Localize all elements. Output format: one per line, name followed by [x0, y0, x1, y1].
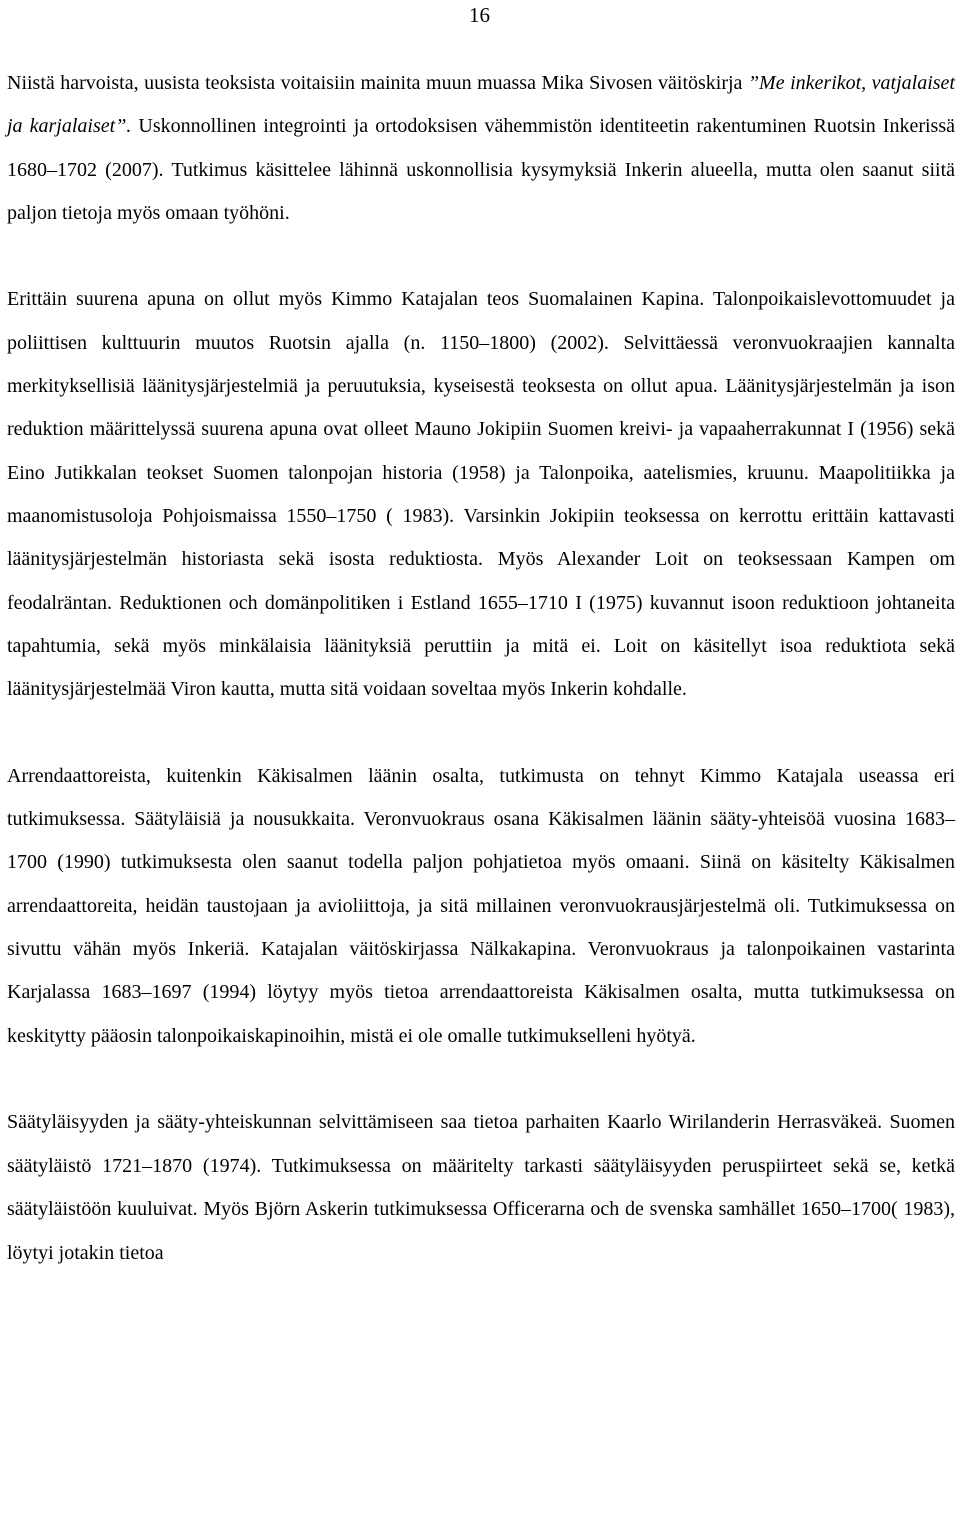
paragraph-1-italic-title: ”Me inkerikot, vatjalaiset ja karjalaiset”. — [7, 72, 955, 138]
paragraph-1 — [7, 62, 955, 235]
document-body — [7, 62, 955, 1275]
page-number: 16 — [469, 3, 490, 27]
paragraph-3: Arrendaattoreista, kuitenkin Käkisalmen läänin osalta, tutkimusta on tehnyt Kimmo Katajala useassa eri tutkimuksessa. Säätyläisiä ja nousukkaita. Veronvuokraus osana Käkisalmen läänin sääty-yhteisöä vuosina 1683–1700 (1990) tutkimuksesta olen saanut todella paljon pohjatietoa myös omaani. Siinä on käsitelty Käkisalmen arrendaattoreita, heidän taustojaan ja avioliittoja, ja sitä millainen veronvuokrausjärjestelmä oli. Tutkimuksessa on sivuttu vähän myös Inkeriä. Katajalan väitöskirjassa Nälkakapina. Veronvuokraus ja talonpoikainen vastarinta Karjalassa 1683–1697 (1994) löytyy myös tietoa arrendaattoreista Käkisalmen osalta, mutta tutkimuksessa on keskitytty pääosin talonpoikaiskapinoihin, mistä ei ole omalle tutkimukselleni hyötyä. — [7, 764, 955, 1047]
paragraph-1-text-a: Niistä harvoista, uusista teoksista voitaisiin mainita muun muassa Mika Sivosen väitöskirja — [7, 72, 748, 94]
paragraph-2: Erittäin suurena apuna on ollut myös Kimmo Katajalan teos Suomalainen Kapina. Talonpoikaislevottomuudet ja poliittisen kulttuurin muutos Ruotsin ajalla (n. 1150–1800) (2002). Selvittäessä veronvuokraajien kannalta merkityksellisiä läänitysjärjestelmiä ja peruutuksia, kyseisestä teoksesta on ollut apua. Läänitysjärjestelmän ja ison reduktion määrittelyssä suurena apuna ovat olleet Mauno Jokipiin Suomen kreivi- ja vapaaherrakunnat I (1956) sekä Eino Jutikkalan teokset Suomen talonpojan historia (1958) ja Talonpoika, aatelismies, kruunu. Maapolitiikka ja maanomistusoloja Pohjoismaissa 1550–1750 ( 1983). Varsinkin Jokipiin teoksessa on kerrottu erittäin kattavasti läänitysjärjestelmän historiasta sekä isosta reduktiosta. Myös Alexander Loit on teoksessaan Kampen om feodalräntan. Reduktionen och domänpolitiken i Estland 1655–1710 I (1975) kuvannut isoon reduktioon johtaneita tapahtumia, sekä myös minkälaisia läänityksiä peruttiin ja mitä ei. Loit on käsitellyt isoa reduktiota sekä läänitysjärjestelmää Viron kautta, mutta sitä voidaan soveltaa myös Inkerin kohdalle. — [7, 288, 955, 701]
paragraph-1-text-b: Uskonnollinen integrointi ja ortodoksisen vähemmistön identiteetin rakentuminen Ruotsin Inkerissä 1680–1702 (2007). Tutkimus käsittelee lähinnä uskonnollisia kysymyksiä Inkerin alueella, mutta olen saanut siitä paljon tietoja myös omaan työhöni. — [7, 115, 956, 224]
paragraph-4: Säätyläisyyden ja sääty-yhteiskunnan selvittämiseen saa tietoa parhaiten Kaarlo Wirilanderin Herrasväkeä. Suomen säätyläistö 1721–1870 (1974). Tutkimuksessa on määritelty tarkasti säätyläisyyden peruspiirteet sekä se, ketkä säätyläistöön kuuluivat. Myös Björn Askerin tutkimuksessa Officerarna och de svenska samhället 1650–1700( 1983), löytyi jotakin tietoa — [7, 1111, 955, 1264]
